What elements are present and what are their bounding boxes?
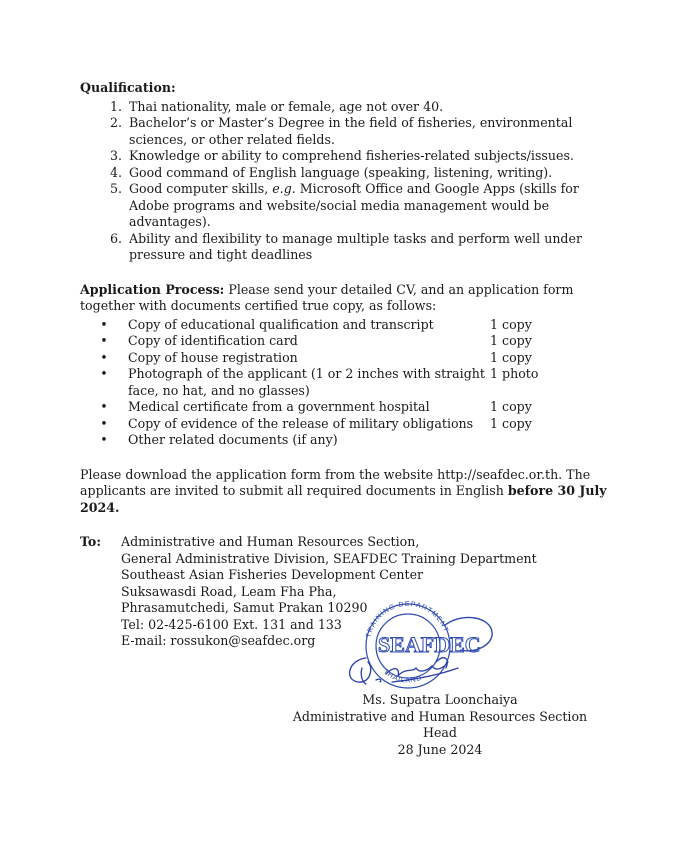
- list-item: [80, 317, 620, 334]
- item-text-part: Good computer skills,: [129, 181, 273, 196]
- bullet-icon: •: [100, 432, 108, 447]
- application-lead: [80, 282, 620, 315]
- item-number: 4.: [109, 164, 122, 180]
- document-desc: Other related documents (if any): [128, 432, 338, 447]
- signatory-title: Administrative and Human Resources Section Head: [292, 708, 588, 740]
- list-item: [80, 399, 620, 416]
- item-text: Knowledge or ability to comprehend fisheries-related subjects/issues.: [129, 148, 574, 163]
- email-line: E-mail: rossukon@seafdec.org: [121, 633, 316, 648]
- address-line: Southeast Asian Fisheries Development Center: [121, 567, 424, 582]
- list-item: [80, 350, 620, 367]
- application-section: [80, 282, 620, 449]
- document-desc: Copy of educational qualification and transcript: [128, 316, 434, 332]
- stamp-bottom-text: THAILAND: [381, 668, 424, 685]
- bullet-icon: •: [100, 366, 108, 381]
- bullet-icon: •: [100, 415, 108, 431]
- bullet-icon: •: [100, 399, 108, 414]
- qualification-list: [80, 99, 620, 264]
- list-item: [80, 99, 620, 116]
- svg-text:THAILAND: [382, 668, 424, 684]
- signatory-name: Ms. Supatra Loonchaiya: [362, 692, 518, 707]
- item-number: 5.: [109, 181, 122, 196]
- document-desc: Copy of house registration: [128, 349, 298, 365]
- list-item: [80, 148, 620, 165]
- address-line: Suksawasdi Road, Leam Fha Pha,: [121, 583, 337, 599]
- bullet-icon: •: [100, 316, 108, 332]
- list-item: [80, 231, 620, 264]
- address-line: Tel: 02-425-6100 Ext. 131 and 133: [121, 616, 342, 632]
- deadline-text: before 30 July 2024.: [80, 483, 607, 515]
- document-desc: Photograph of the applicant (1 or 2 inches with straight face, no hat, and no glasses): [128, 366, 485, 398]
- document-qty: 1 copy: [490, 399, 532, 414]
- document-desc: Copy of identification card: [128, 333, 298, 348]
- seafdec-stamp-signature: [340, 598, 496, 690]
- address-line: Administrative and Human Resources Section,: [121, 534, 420, 549]
- item-text: Good command of English language (speaking, listening, writing).: [129, 164, 553, 180]
- list-item: [80, 432, 620, 449]
- document-list: [80, 317, 620, 449]
- download-paragraph: [80, 467, 620, 517]
- document-qty: 1 copy: [490, 349, 532, 365]
- signatory-block: [290, 692, 590, 758]
- list-item: [80, 181, 620, 231]
- address-line: General Administrative Division, SEAFDEC Training Department: [121, 550, 537, 566]
- document-desc: Medical certificate from a government hospital: [128, 399, 430, 414]
- document-qty: 1 photo: [490, 366, 539, 381]
- to-label: To:: [80, 534, 101, 549]
- item-text: [129, 181, 620, 231]
- item-number: 6.: [109, 230, 122, 246]
- item-number: 1.: [109, 98, 122, 114]
- signature-date: 28 June 2024: [397, 741, 483, 757]
- document-qty: 1 copy: [490, 316, 532, 332]
- bullet-icon: •: [100, 333, 108, 348]
- download-text: Please download the application form from the website http://seafdec.or.th. The applicants are invited to submit all required documents in English: [80, 466, 591, 498]
- address-line: Phrasamutchedi, Samut Prakan 10290: [121, 600, 368, 615]
- list-item: [80, 115, 620, 148]
- list-item: [80, 333, 620, 350]
- item-number: 2.: [109, 115, 122, 130]
- qualification-heading: Qualification:: [80, 80, 176, 95]
- document-qty: [490, 432, 620, 449]
- item-number: 3.: [109, 148, 122, 163]
- application-lead-text: Please send your detailed CV, and an application form together with documents certified true copy, as follows:: [80, 281, 574, 313]
- item-text-italic: e.g.: [272, 181, 296, 196]
- stamp-top-text: TRAINING DEPARTMENT: [365, 600, 450, 639]
- item-text: Thai nationality, male or female, age not over 40.: [129, 98, 444, 114]
- list-item: [80, 165, 620, 182]
- item-text-part: Microsoft Office and Google Apps (skills for Adobe programs and website/social media management would be advantages).: [129, 181, 579, 229]
- list-item: [80, 416, 620, 433]
- document-qty: 1 copy: [490, 415, 532, 431]
- item-text: Bachelor’s or Master’s Degree in the field of fisheries, environmental sciences, or other related fields.: [129, 115, 573, 147]
- item-text: Ability and flexibility to manage multiple tasks and perform well under pressure and tight deadlines: [129, 230, 582, 262]
- list-item: [80, 366, 620, 399]
- document-qty: 1 copy: [490, 333, 532, 348]
- document-page: [80, 80, 620, 650]
- document-desc: Copy of evidence of the release of military obligations: [128, 415, 474, 431]
- application-heading: Application Process:: [80, 281, 225, 297]
- stamp-org-text: SEAFDEC: [378, 632, 481, 657]
- bullet-icon: •: [100, 349, 108, 365]
